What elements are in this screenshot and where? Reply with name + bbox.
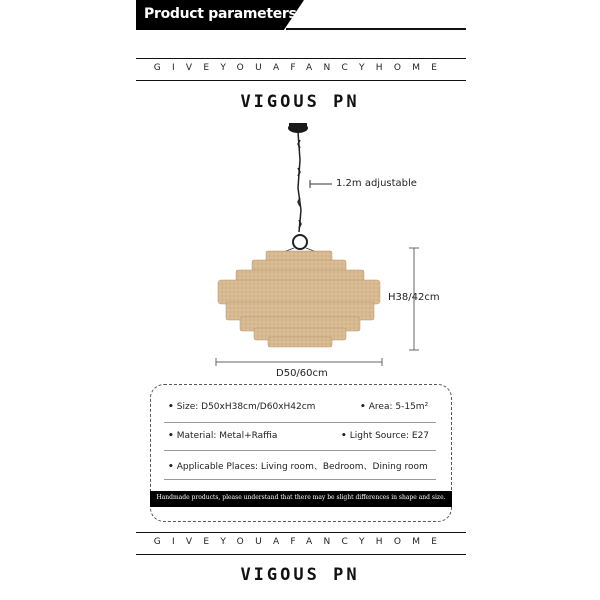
divider	[136, 554, 466, 555]
diameter-label: D50/60cm	[276, 368, 328, 379]
spec-size	[168, 402, 315, 412]
notice-bar	[150, 491, 452, 507]
bullet: •	[168, 431, 174, 441]
divider	[136, 58, 466, 59]
spec-places-text: Applicable Places: Living room、Bedroom、Dining room	[176, 462, 428, 472]
raffia-shade	[218, 251, 380, 347]
bullet: •	[168, 402, 174, 412]
bullet: •	[360, 402, 366, 412]
chain-length-label: 1.2m adjustable	[336, 178, 417, 189]
spec-light-source-text: Light Source: E27	[349, 431, 430, 441]
spec-area	[360, 402, 428, 412]
spec-area-text: Area: 5-15m²	[368, 402, 429, 412]
spec-material	[168, 431, 277, 441]
brand-strip-top	[136, 58, 466, 82]
header-bar	[136, 0, 466, 30]
hanging-ring	[293, 235, 307, 249]
header-title: Product parameters	[144, 6, 297, 22]
brand-name: VIGOUS PN	[240, 565, 360, 585]
spec-light-source	[341, 431, 429, 441]
divider	[164, 422, 436, 423]
pendant-lamp-image	[0, 110, 600, 375]
brand-name: VIGOUS PN	[240, 92, 360, 112]
brand-tagline: GIVEYOUAFANCYHOME	[153, 63, 449, 73]
spec-places	[168, 459, 428, 472]
divider	[136, 80, 466, 81]
divider	[136, 532, 466, 533]
handmade-notice: Handmade products, please understand that there may be slight differences in shape and size.	[156, 494, 446, 501]
header-rule	[286, 28, 466, 30]
brand-tagline: GIVEYOUAFANCYHOME	[153, 537, 449, 547]
diameter-dimension-line	[216, 358, 382, 366]
spec-material-text: Material: Metal+Raffia	[176, 431, 278, 441]
bullet: •	[168, 462, 174, 472]
divider	[164, 479, 436, 480]
brand-strip-bottom	[136, 532, 466, 556]
bullet: •	[341, 431, 347, 441]
chain	[298, 132, 301, 232]
height-label: H38/42cm	[388, 292, 440, 303]
spec-size-text: Size: D50xH38cm/D60xH42cm	[176, 402, 316, 412]
divider	[164, 450, 436, 451]
